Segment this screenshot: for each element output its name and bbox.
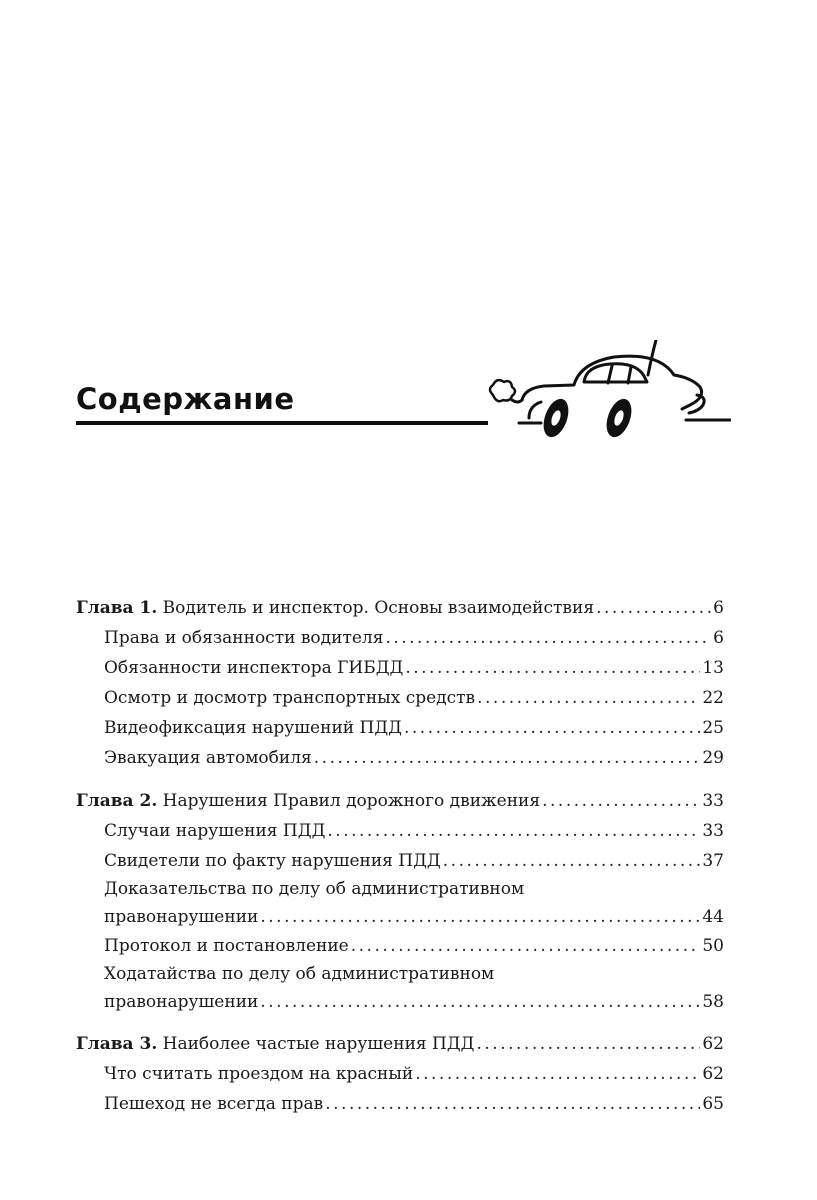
entry-title-line1[interactable]: Ходатайства по делу об административном xyxy=(104,964,495,984)
dot-leader xyxy=(385,623,711,653)
dot-leader xyxy=(542,786,700,816)
heading-underline xyxy=(76,421,488,425)
dot-leader xyxy=(325,1089,700,1119)
entry-title-line2: правонарушении xyxy=(104,907,259,927)
page-number: 58 xyxy=(702,992,724,1012)
chapter-label: Глава 2. xyxy=(76,791,158,811)
entry-title-line2: правонарушении xyxy=(104,992,259,1012)
dot-leader xyxy=(327,816,700,846)
toc-entry[interactable] xyxy=(76,653,724,683)
page-number: 6 xyxy=(713,598,724,618)
entry-title: Эвакуация автомобиля xyxy=(104,748,312,768)
page-number: 33 xyxy=(702,791,724,811)
entry-title: Видеофиксация нарушений ПДД xyxy=(104,718,402,738)
page-number: 6 xyxy=(713,628,724,648)
page-number: 62 xyxy=(702,1034,724,1054)
toc-entry[interactable] xyxy=(76,846,724,876)
contents-heading xyxy=(76,340,731,470)
entry-title: Права и обязанности водителя xyxy=(104,628,384,648)
toc-entry[interactable] xyxy=(76,713,724,743)
entry-title: Пешеход не всегда прав xyxy=(104,1094,324,1114)
chapter-title: Нарушения Правил дорожного движения xyxy=(162,791,541,811)
chapter-label: Глава 1. xyxy=(76,598,158,618)
car-icon xyxy=(481,340,731,450)
dot-leader xyxy=(477,683,700,713)
dot-leader xyxy=(477,1029,701,1059)
entry-title: Свидетели по факту нарушения ПДД xyxy=(104,851,441,871)
toc-entry[interactable] xyxy=(76,931,724,961)
page-number: 62 xyxy=(702,1064,724,1084)
toc-entry[interactable] xyxy=(76,903,724,931)
page-number: 44 xyxy=(702,907,724,927)
toc-chapter[interactable] xyxy=(76,593,724,623)
chapter-label: Глава 3. xyxy=(76,1034,158,1054)
toc-entry[interactable] xyxy=(76,623,724,653)
entry-title-line1[interactable]: Доказательства по делу об административном xyxy=(104,879,525,899)
entry-title: Случаи нарушения ПДД xyxy=(104,821,326,841)
dot-leader xyxy=(596,593,711,623)
toc-entry[interactable] xyxy=(76,1059,724,1089)
toc-entry[interactable] xyxy=(76,743,724,773)
dot-leader xyxy=(260,903,700,931)
toc-chapter[interactable] xyxy=(76,786,724,816)
page-number: 25 xyxy=(702,718,724,738)
toc-entry[interactable] xyxy=(76,1089,724,1119)
page-number: 50 xyxy=(702,936,724,956)
entry-title: Осмотр и досмотр транспортных средств xyxy=(104,688,476,708)
dot-leader xyxy=(443,846,701,876)
toc-entry[interactable] xyxy=(76,816,724,846)
chapter-title: Наиболее частые нарушения ПДД xyxy=(162,1034,475,1054)
entry-title: Обязанности инспектора ГИБДД xyxy=(104,658,404,678)
entry-title: Что считать проездом на красный xyxy=(104,1064,414,1084)
chapter-title: Водитель и инспектор. Основы взаимодействия xyxy=(162,598,595,618)
dot-leader xyxy=(314,743,701,773)
dot-leader xyxy=(415,1059,700,1089)
dot-leader xyxy=(404,713,700,743)
toc-entry[interactable] xyxy=(76,988,724,1016)
page-title: Содержание xyxy=(76,382,295,416)
dot-leader xyxy=(405,653,700,683)
entry-title: Протокол и постановление xyxy=(104,936,349,956)
page-number: 65 xyxy=(702,1094,724,1114)
page-number: 33 xyxy=(702,821,724,841)
toc-entry[interactable] xyxy=(76,683,724,713)
page-number: 29 xyxy=(702,748,724,768)
page-number: 37 xyxy=(702,851,724,871)
dot-leader xyxy=(351,931,701,961)
table-of-contents xyxy=(76,593,724,1119)
dot-leader xyxy=(260,988,700,1016)
toc-chapter[interactable] xyxy=(76,1029,724,1059)
page-number: 13 xyxy=(702,658,724,678)
page-number: 22 xyxy=(702,688,724,708)
